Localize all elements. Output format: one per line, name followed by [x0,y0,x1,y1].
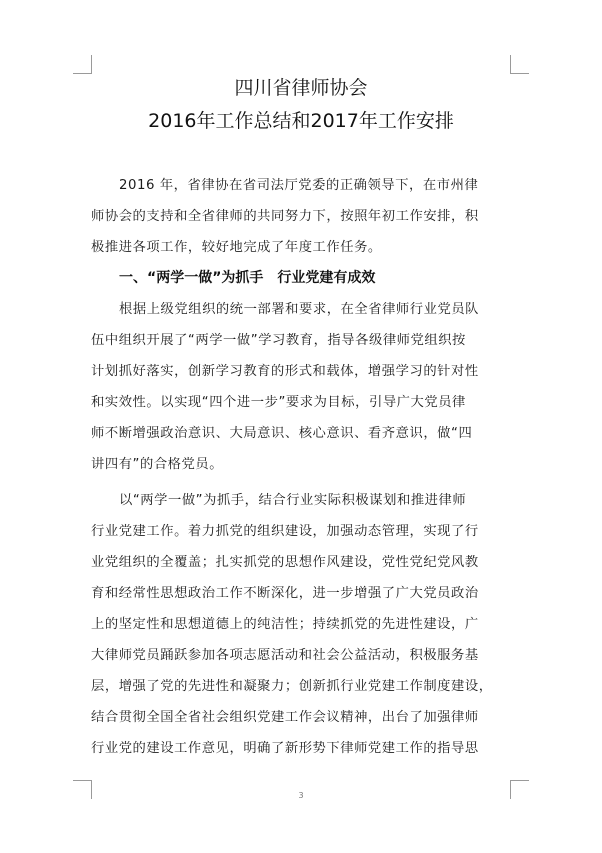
body-line: 以“两学一做”为抓手，结合行业实际积极谋划和推进律师 [119,493,467,508]
body-line: 结合贯彻全国全省社会组织党建工作会议精神，出台了加强律师 [91,710,479,725]
document-title: 四川省律师协会 [234,77,368,99]
crop-mark-top-left [73,55,92,74]
body-line: 行业党的建设工作意见，明确了新形势下律师党建工作的指导思 [91,741,479,756]
body-line: 和实效性。以实现“四个进一步”要求为目标，引导广大党员律 [91,395,466,410]
crop-mark-top-right [510,55,529,74]
body-line: 育和经常性思想政治工作不断深化，进一步增强了广大党员政治 [91,586,479,601]
body-line: 师协会的支持和全省律师的共同努力下，按照年初工作安排，积 [91,209,479,224]
body-line: 根据上级党组织的统一部署和要求，在全省律师行业党员队 [119,302,480,317]
document-subtitle: 2016年工作总结和2017年工作安排 [148,110,454,132]
crop-mark-bottom-left [73,780,92,799]
body-line: 极推进各项工作，较好地完成了年度工作任务。 [91,240,382,255]
body-line: 行业党建工作。着力抓党的组织建设，加强动态管理，实现了行 [91,524,479,539]
body-line: 大律师党员踊跃参加各项志愿活动和社会公益活动，积极服务基 [91,648,479,663]
page-number: 3 [298,791,304,800]
body-line: 讲四有”的合格党员。 [91,457,224,472]
body-line: 层，增强了党的先进性和凝聚力；创新抓行业党建工作制度建设， [91,679,493,694]
section-heading: 一、“两学一做”为抓手 行业党建有成效 [119,270,376,286]
body-line: 上的坚定性和思想道德上的纯洁性；持续抓党的先进性建设，广 [91,617,479,632]
body-line: 师不断增强政治意识、大局意识、核心意识、看齐意识，做“四 [91,426,473,441]
body-line: 2016 年，省律协在省司法厅党委的正确领导下，在市州律 [119,178,479,193]
body-line: 业党组织的全覆盖；扎实抓党的思想作风建设，党性党纪党风教 [91,555,479,570]
body-line: 伍中组织开展了“两学一做”学习教育，指导各级律师党组织按 [91,333,466,348]
crop-mark-bottom-right [510,780,529,799]
body-line: 计划抓好落实，创新学习教育的形式和载体，增强学习的针对性 [91,364,479,379]
